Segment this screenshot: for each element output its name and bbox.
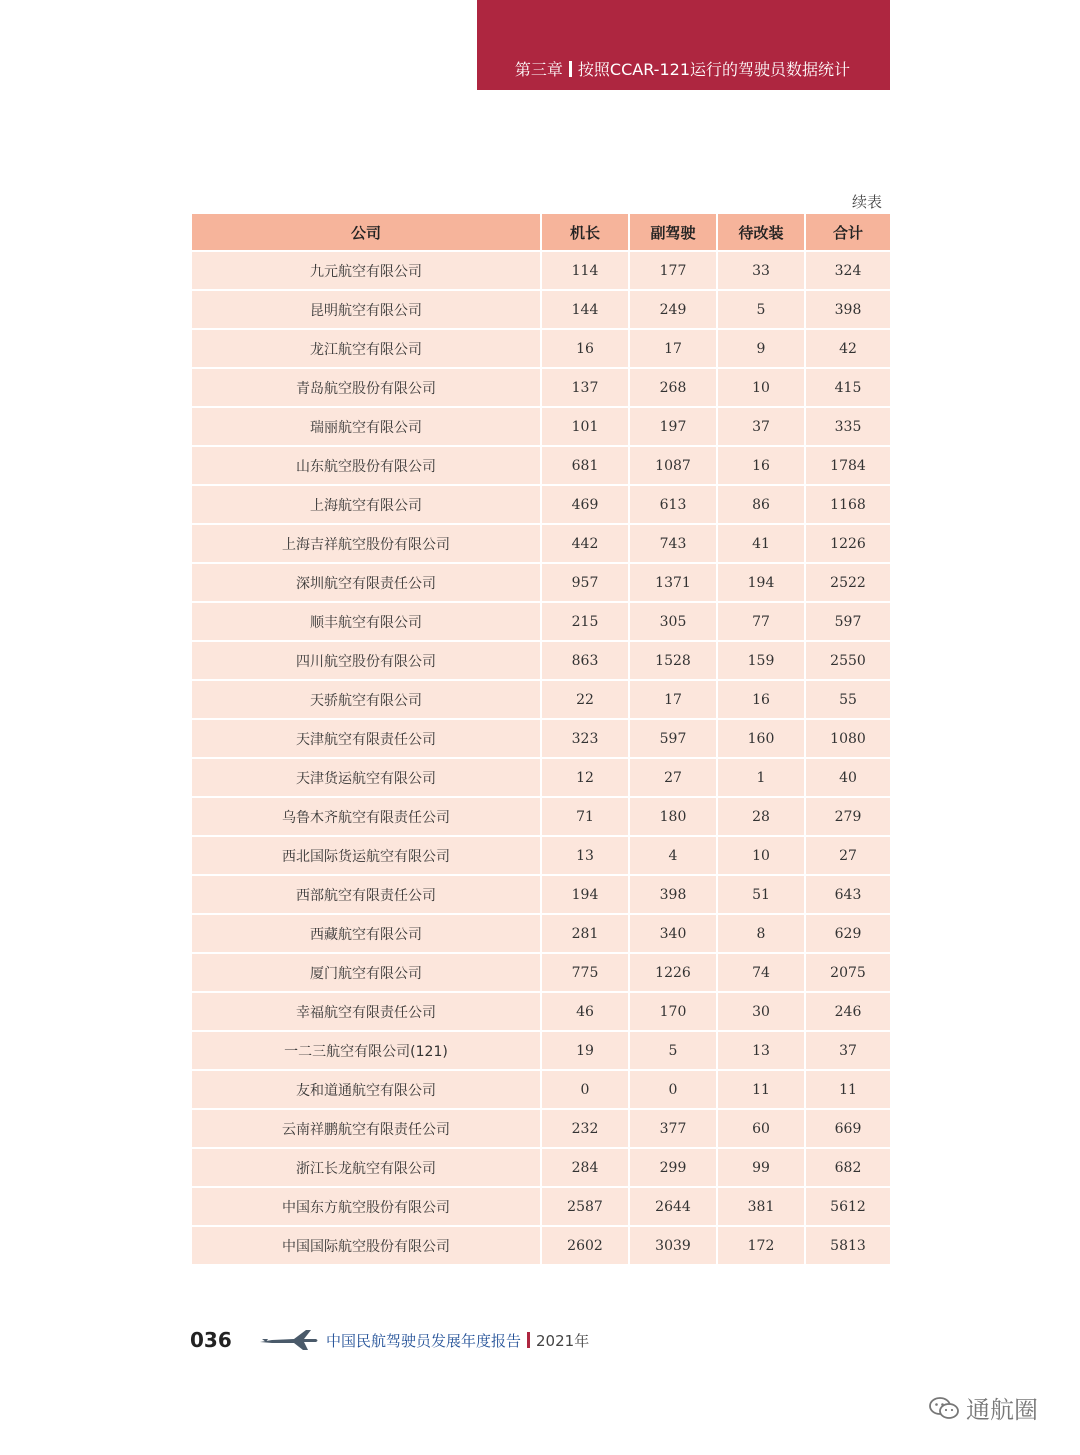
cell-pending-transition: 381	[718, 1188, 804, 1225]
cell-first-officer: 377	[630, 1110, 716, 1147]
cell-company: 云南祥鹏航空有限责任公司	[192, 1110, 540, 1147]
table-row	[192, 486, 890, 523]
table-row	[192, 681, 890, 718]
cell-company: 青岛航空股份有限公司	[192, 369, 540, 406]
cell-total: 40	[806, 759, 890, 796]
cell-first-officer: 743	[630, 525, 716, 562]
cell-pending-transition: 10	[718, 369, 804, 406]
cell-total: 2075	[806, 954, 890, 991]
cell-pending-transition: 160	[718, 720, 804, 757]
cell-pending-transition: 99	[718, 1149, 804, 1186]
cell-captain: 22	[542, 681, 628, 718]
cell-pending-transition: 9	[718, 330, 804, 367]
cell-first-officer: 197	[630, 408, 716, 445]
table-row	[192, 837, 890, 874]
table-row	[192, 876, 890, 913]
cell-pending-transition: 28	[718, 798, 804, 835]
page-number: 036	[190, 1328, 232, 1352]
footer-separator	[527, 1332, 530, 1348]
table-row	[192, 1188, 890, 1225]
cell-first-officer: 1226	[630, 954, 716, 991]
chapter-heading: 按照CCAR-121运行的驾驶员数据统计	[577, 60, 850, 79]
cell-first-officer: 177	[630, 252, 716, 289]
table-row	[192, 1227, 890, 1264]
cell-first-officer: 597	[630, 720, 716, 757]
cell-pending-transition: 5	[718, 291, 804, 328]
cell-captain: 16	[542, 330, 628, 367]
cell-company: 乌鲁木齐航空有限责任公司	[192, 798, 540, 835]
watermark-text: 通航圈	[966, 1396, 1038, 1424]
cell-company: 上海航空有限公司	[192, 486, 540, 523]
cell-total: 643	[806, 876, 890, 913]
table-row	[192, 720, 890, 757]
cell-company: 龙江航空有限公司	[192, 330, 540, 367]
table-row	[192, 330, 890, 367]
table-row	[192, 1071, 890, 1108]
cell-total: 669	[806, 1110, 890, 1147]
footer-report-title	[326, 1330, 589, 1351]
column-header-pending-transition: 待改装	[718, 214, 804, 250]
report-year: 2021年	[536, 1332, 590, 1350]
cell-captain: 114	[542, 252, 628, 289]
cell-first-officer: 1371	[630, 564, 716, 601]
cell-captain: 215	[542, 603, 628, 640]
table-row	[192, 369, 890, 406]
cell-total: 597	[806, 603, 890, 640]
table-row	[192, 252, 890, 289]
table-row	[192, 1032, 890, 1069]
cell-captain: 46	[542, 993, 628, 1030]
chapter-title	[515, 57, 850, 80]
table-row	[192, 291, 890, 328]
table-row	[192, 1149, 890, 1186]
cell-company: 九元航空有限公司	[192, 252, 540, 289]
cell-captain: 775	[542, 954, 628, 991]
cell-captain: 144	[542, 291, 628, 328]
cell-company: 四川航空股份有限公司	[192, 642, 540, 679]
cell-company: 中国国际航空股份有限公司	[192, 1227, 540, 1264]
cell-pending-transition: 41	[718, 525, 804, 562]
cell-captain: 12	[542, 759, 628, 796]
cell-pending-transition: 1	[718, 759, 804, 796]
table-row	[192, 915, 890, 952]
cell-captain: 2602	[542, 1227, 628, 1264]
cell-total: 2550	[806, 642, 890, 679]
cell-total: 682	[806, 1149, 890, 1186]
cell-first-officer: 27	[630, 759, 716, 796]
cell-company: 友和道通航空有限公司	[192, 1071, 540, 1108]
cell-captain: 194	[542, 876, 628, 913]
table-row	[192, 1110, 890, 1147]
cell-pending-transition: 194	[718, 564, 804, 601]
table-row	[192, 759, 890, 796]
cell-captain: 101	[542, 408, 628, 445]
cell-total: 1168	[806, 486, 890, 523]
table-row	[192, 564, 890, 601]
cell-captain: 2587	[542, 1188, 628, 1225]
cell-pending-transition: 10	[718, 837, 804, 874]
cell-total: 5813	[806, 1227, 890, 1264]
cell-pending-transition: 33	[718, 252, 804, 289]
cell-total: 246	[806, 993, 890, 1030]
table-row	[192, 642, 890, 679]
chapter-banner	[477, 0, 890, 90]
cell-first-officer: 170	[630, 993, 716, 1030]
cell-company: 昆明航空有限公司	[192, 291, 540, 328]
cell-first-officer: 340	[630, 915, 716, 952]
table-row	[192, 798, 890, 835]
cell-captain: 232	[542, 1110, 628, 1147]
table-row	[192, 525, 890, 562]
cell-pending-transition: 77	[718, 603, 804, 640]
cell-pending-transition: 16	[718, 681, 804, 718]
cell-captain: 442	[542, 525, 628, 562]
cell-first-officer: 305	[630, 603, 716, 640]
cell-pending-transition: 74	[718, 954, 804, 991]
cell-first-officer: 2644	[630, 1188, 716, 1225]
cell-first-officer: 398	[630, 876, 716, 913]
cell-company: 西部航空有限责任公司	[192, 876, 540, 913]
cell-pending-transition: 30	[718, 993, 804, 1030]
cell-total: 2522	[806, 564, 890, 601]
cell-first-officer: 17	[630, 330, 716, 367]
cell-pending-transition: 16	[718, 447, 804, 484]
cell-company: 山东航空股份有限公司	[192, 447, 540, 484]
airplane-icon	[258, 1326, 320, 1354]
table-body	[192, 252, 890, 1264]
title-separator	[569, 61, 572, 77]
cell-total: 37	[806, 1032, 890, 1069]
cell-first-officer: 0	[630, 1071, 716, 1108]
cell-total: 324	[806, 252, 890, 289]
cell-pending-transition: 11	[718, 1071, 804, 1108]
table-header-row	[192, 214, 890, 250]
cell-total: 335	[806, 408, 890, 445]
cell-pending-transition: 86	[718, 486, 804, 523]
watermark	[928, 1390, 1038, 1425]
cell-captain: 284	[542, 1149, 628, 1186]
column-header-captain: 机长	[542, 214, 628, 250]
cell-first-officer: 613	[630, 486, 716, 523]
cell-total: 42	[806, 330, 890, 367]
table-row	[192, 603, 890, 640]
cell-pending-transition: 37	[718, 408, 804, 445]
cell-captain: 137	[542, 369, 628, 406]
cell-company: 天骄航空有限公司	[192, 681, 540, 718]
wechat-icon	[928, 1396, 960, 1422]
table-row	[192, 408, 890, 445]
cell-captain: 469	[542, 486, 628, 523]
cell-first-officer: 1087	[630, 447, 716, 484]
report-title: 中国民航驾驶员发展年度报告	[326, 1332, 522, 1350]
cell-captain: 863	[542, 642, 628, 679]
cell-total: 5612	[806, 1188, 890, 1225]
table-row	[192, 993, 890, 1030]
cell-total: 1784	[806, 447, 890, 484]
pilot-statistics-table	[190, 212, 892, 1266]
cell-pending-transition: 60	[718, 1110, 804, 1147]
cell-pending-transition: 13	[718, 1032, 804, 1069]
column-header-total: 合计	[806, 214, 890, 250]
cell-captain: 13	[542, 837, 628, 874]
cell-first-officer: 1528	[630, 642, 716, 679]
cell-captain: 281	[542, 915, 628, 952]
cell-company: 幸福航空有限责任公司	[192, 993, 540, 1030]
cell-company: 西藏航空有限公司	[192, 915, 540, 952]
cell-total: 1226	[806, 525, 890, 562]
cell-pending-transition: 51	[718, 876, 804, 913]
cell-company: 厦门航空有限公司	[192, 954, 540, 991]
cell-first-officer: 3039	[630, 1227, 716, 1264]
cell-first-officer: 4	[630, 837, 716, 874]
cell-captain: 0	[542, 1071, 628, 1108]
cell-first-officer: 249	[630, 291, 716, 328]
cell-first-officer: 268	[630, 369, 716, 406]
cell-first-officer: 299	[630, 1149, 716, 1186]
column-header-company: 公司	[192, 214, 540, 250]
cell-total: 398	[806, 291, 890, 328]
cell-pending-transition: 172	[718, 1227, 804, 1264]
table-row	[192, 954, 890, 991]
cell-total: 415	[806, 369, 890, 406]
continued-label: 续表	[852, 193, 883, 211]
cell-captain: 957	[542, 564, 628, 601]
column-header-first-officer: 副驾驶	[630, 214, 716, 250]
table-row	[192, 447, 890, 484]
cell-captain: 323	[542, 720, 628, 757]
cell-captain: 71	[542, 798, 628, 835]
cell-company: 天津货运航空有限公司	[192, 759, 540, 796]
cell-company: 中国东方航空股份有限公司	[192, 1188, 540, 1225]
cell-company: 瑞丽航空有限公司	[192, 408, 540, 445]
cell-pending-transition: 159	[718, 642, 804, 679]
cell-company: 一二三航空有限公司(121)	[192, 1032, 540, 1069]
cell-first-officer: 5	[630, 1032, 716, 1069]
chapter-number: 第三章	[514, 60, 563, 79]
cell-company: 浙江长龙航空有限公司	[192, 1149, 540, 1186]
cell-captain: 19	[542, 1032, 628, 1069]
cell-captain: 681	[542, 447, 628, 484]
cell-first-officer: 17	[630, 681, 716, 718]
cell-total: 279	[806, 798, 890, 835]
cell-company: 顺丰航空有限公司	[192, 603, 540, 640]
cell-company: 上海吉祥航空股份有限公司	[192, 525, 540, 562]
cell-company: 西北国际货运航空有限公司	[192, 837, 540, 874]
cell-total: 55	[806, 681, 890, 718]
cell-first-officer: 180	[630, 798, 716, 835]
cell-total: 629	[806, 915, 890, 952]
cell-total: 1080	[806, 720, 890, 757]
cell-total: 27	[806, 837, 890, 874]
cell-company: 深圳航空有限责任公司	[192, 564, 540, 601]
cell-company: 天津航空有限责任公司	[192, 720, 540, 757]
cell-total: 11	[806, 1071, 890, 1108]
cell-pending-transition: 8	[718, 915, 804, 952]
